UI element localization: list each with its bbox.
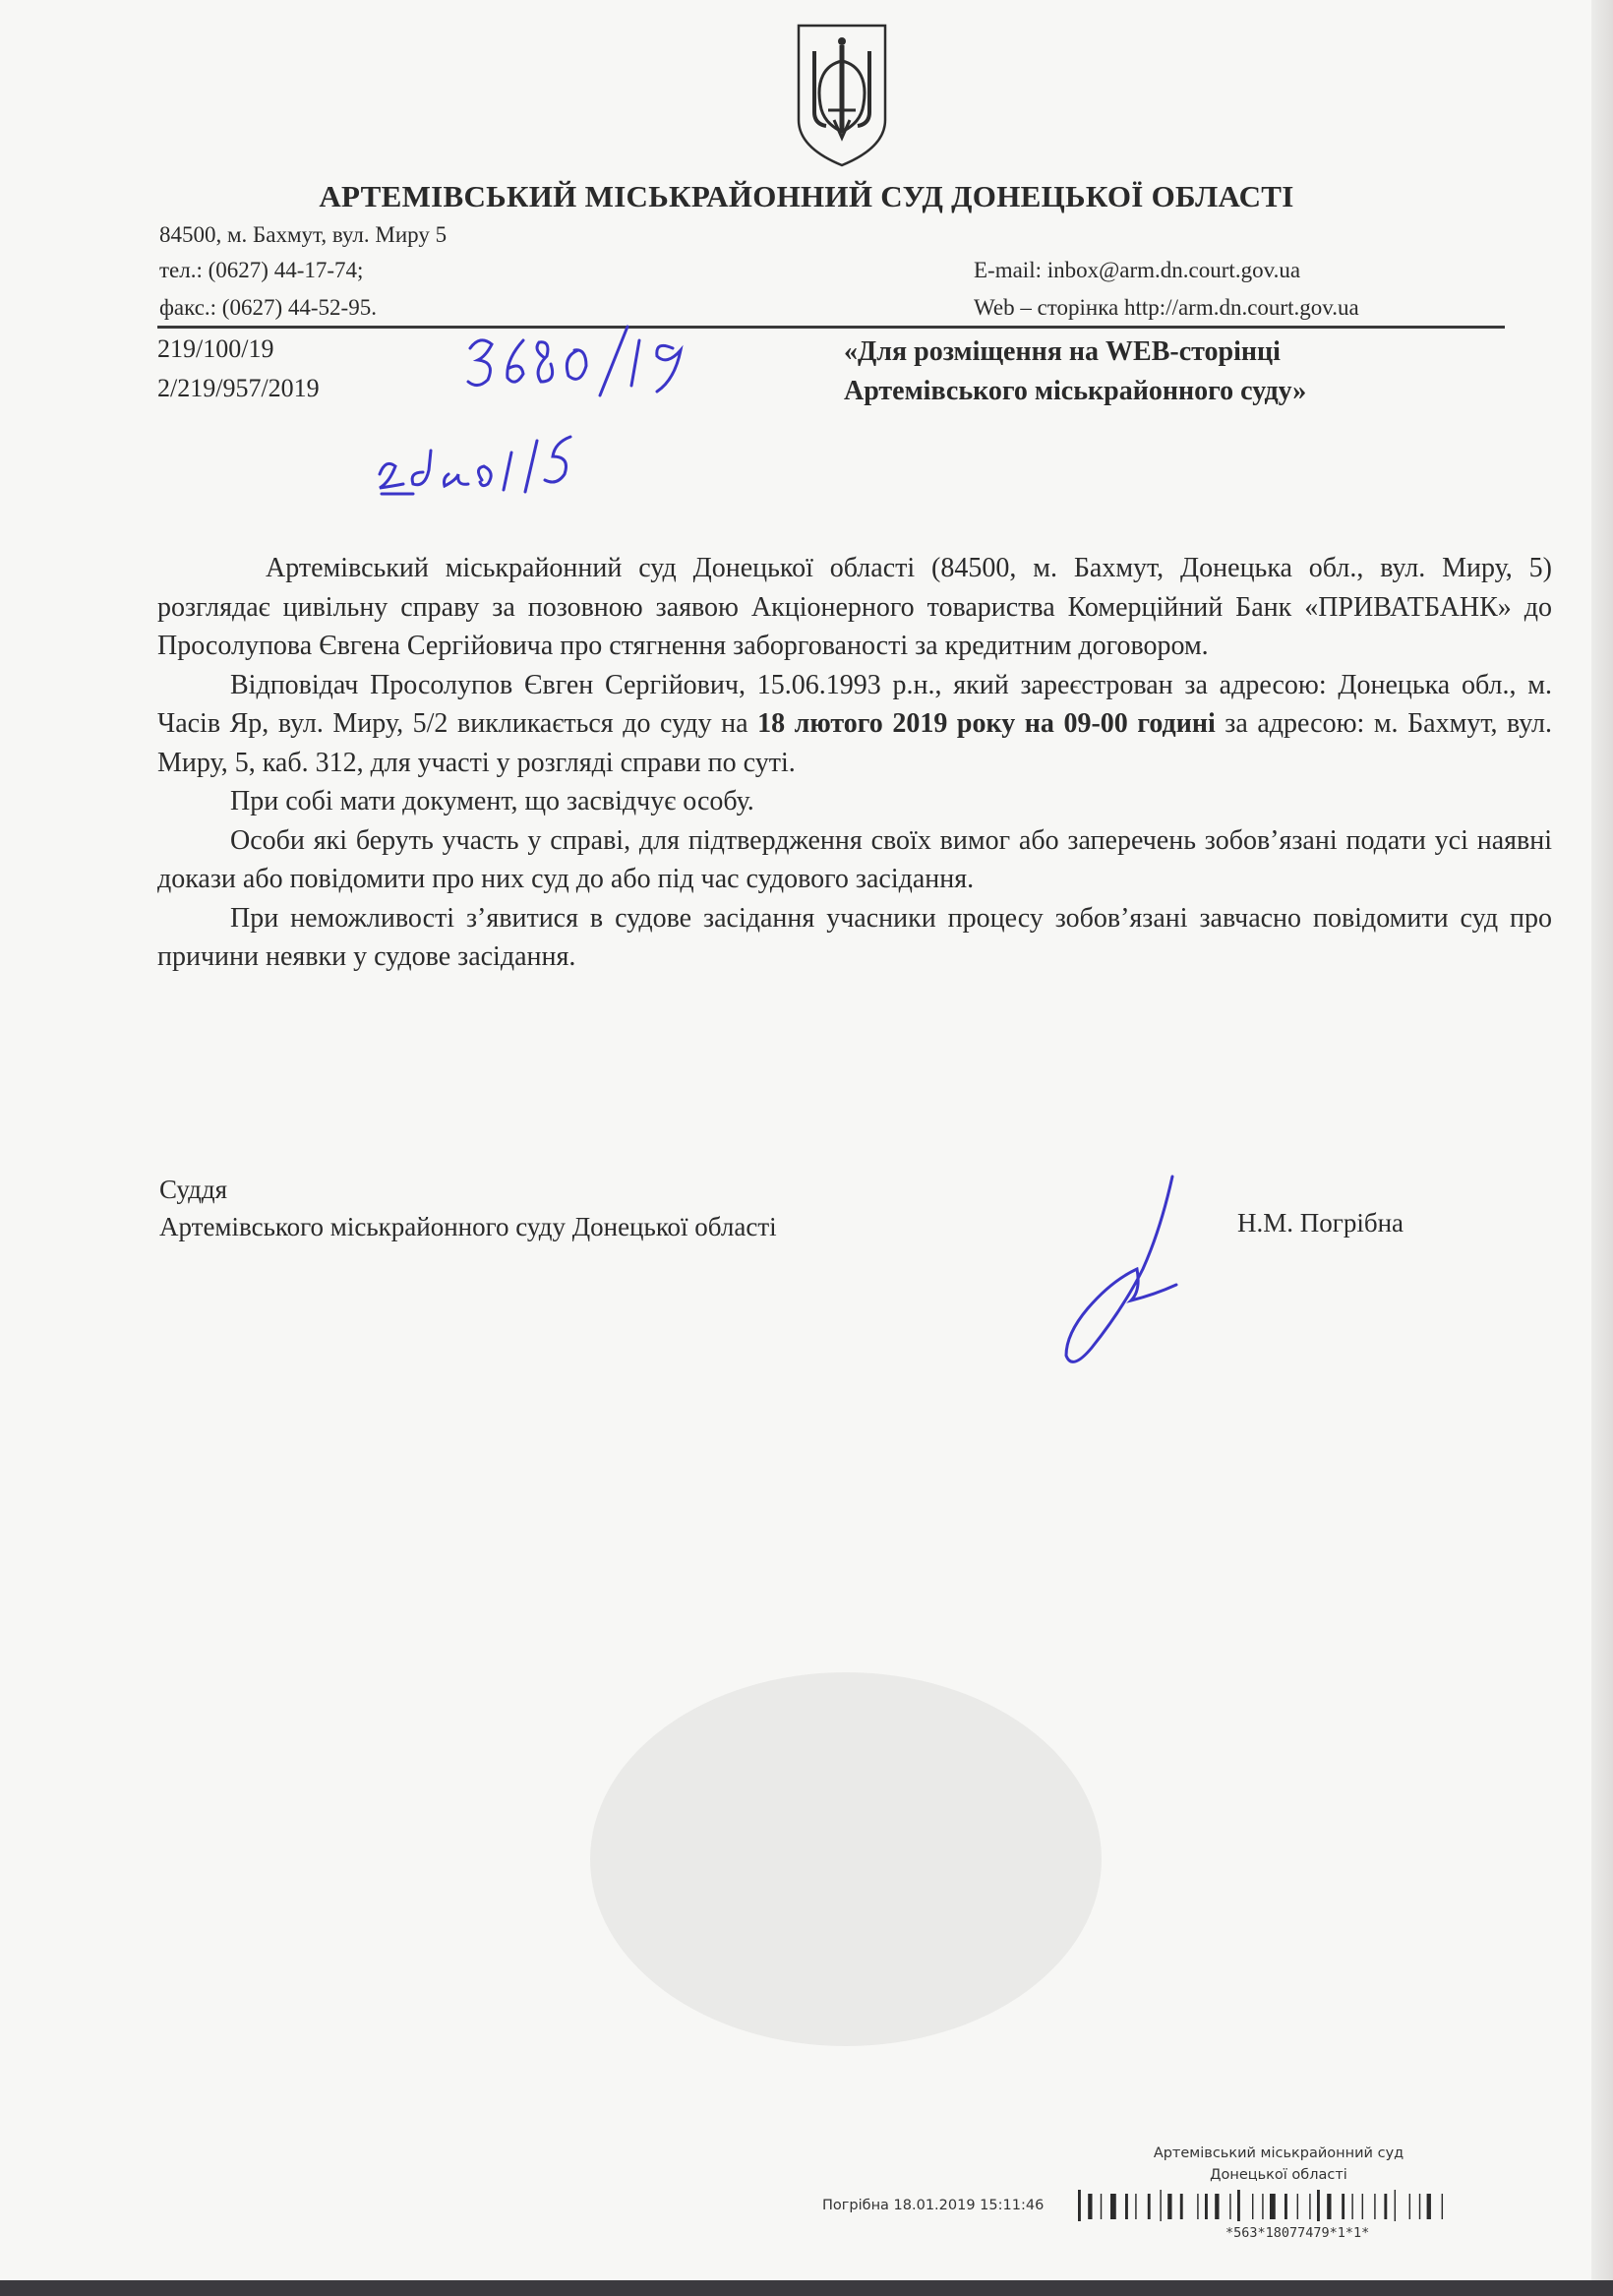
coat-of-arms-icon xyxy=(795,22,889,169)
paragraph-evidence: Особи які беруть участь у справі, для підтвердження своїх вимог або заперечень зобов’язані подати усі наявні докази або повідомити про них суд до або під час судового засідання. xyxy=(157,824,1552,894)
publish-note-line-2: Артемівського міськрайонного суду» xyxy=(844,376,1307,406)
stamp-court-name xyxy=(1151,2143,1406,2186)
publish-note-line-1: «Для розміщення на WEB-сторінці xyxy=(844,336,1281,367)
scan-edge-right xyxy=(1591,0,1613,2296)
paragraph-case: Артемівський міськрайонний суд Донецької області (84500, м. Бахмут, Донецька обл., вул. Миру, 5) розглядає цивільну справу за позовною заявою Акціонерного товариства Комерційний Банк «ПРИВАТБАНК» до Просолупова Євгена Сергійовича про стягнення заборгованості за кредитним договором. xyxy=(157,553,1552,661)
judge-title xyxy=(159,1171,777,1245)
case-reference-1: 219/100/19 xyxy=(157,334,274,363)
summons-text-end: за адресою: м. Бахмут, вул. Миру, 5, каб. 312, для участі у розгляді справи по суті. xyxy=(157,708,1553,778)
barcode-icon xyxy=(1076,2190,1554,2221)
court-name: АРТЕМІВСЬКИЙ МІСЬКРАЙОННИЙ СУД ДОНЕЦЬКОЇ ОБЛАСТІ xyxy=(319,179,1294,213)
notice-body xyxy=(157,549,1552,977)
stamp-court-line-2: Донецької області xyxy=(1210,2167,1347,2183)
publish-note xyxy=(844,332,1306,411)
court-email: E-mail: inbox@arm.dn.court.gov.ua xyxy=(974,258,1301,282)
paragraph-summons xyxy=(157,666,1552,783)
case-reference-2: 2/219/957/2019 xyxy=(157,374,320,402)
handwritten-signature xyxy=(1033,1161,1220,1367)
judge-title-line-2: Артемівського міськрайонного суду Донецької області xyxy=(159,1212,777,1241)
court-address: 84500, м. Бахмут, вул. Миру 5 xyxy=(159,222,448,247)
court-phone: тел.: (0627) 44-17-74; xyxy=(159,258,364,282)
header-divider xyxy=(157,326,1505,329)
court-fax: факс.: (0627) 44-52-95. xyxy=(159,295,377,320)
paper-shading xyxy=(590,1672,1102,2046)
hearing-date-time: 18 лютого 2019 року на 09-00 годині xyxy=(757,708,1216,739)
barcode-code: *563*18077479*1*1* xyxy=(1225,2225,1370,2241)
handwritten-number-mark xyxy=(462,321,698,399)
paragraph-absence: При неможливості з’явитися в судове засідання учасники процесу зобов’язані завчасно повідомити суд про причини неявки у судове засідання. xyxy=(157,902,1552,972)
judge-name: Н.М. Погрібна xyxy=(1237,1208,1404,1238)
judge-title-line-1: Суддя xyxy=(159,1175,228,1204)
paragraph-identity: При собі мати документ, що засвідчує особу. xyxy=(230,786,754,816)
summons-text-start: Відповідач Просолупов Євген Сергійович, 15.06.1993 р.н., який зареєстрован за адресою: Донецька обл., м. Часів Яр, вул. Миру, 5/2 викликається до суду на xyxy=(157,669,1552,739)
stamp-registration: Погрібна 18.01.2019 15:11:46 xyxy=(822,2198,1045,2213)
scan-edge-bottom xyxy=(0,2280,1613,2296)
stamp-court-line-1: Артемівський міськрайонний суд xyxy=(1153,2145,1404,2161)
handwritten-date-mark xyxy=(374,423,580,502)
court-website: Web – сторінка http://arm.dn.court.gov.ua xyxy=(974,295,1359,320)
